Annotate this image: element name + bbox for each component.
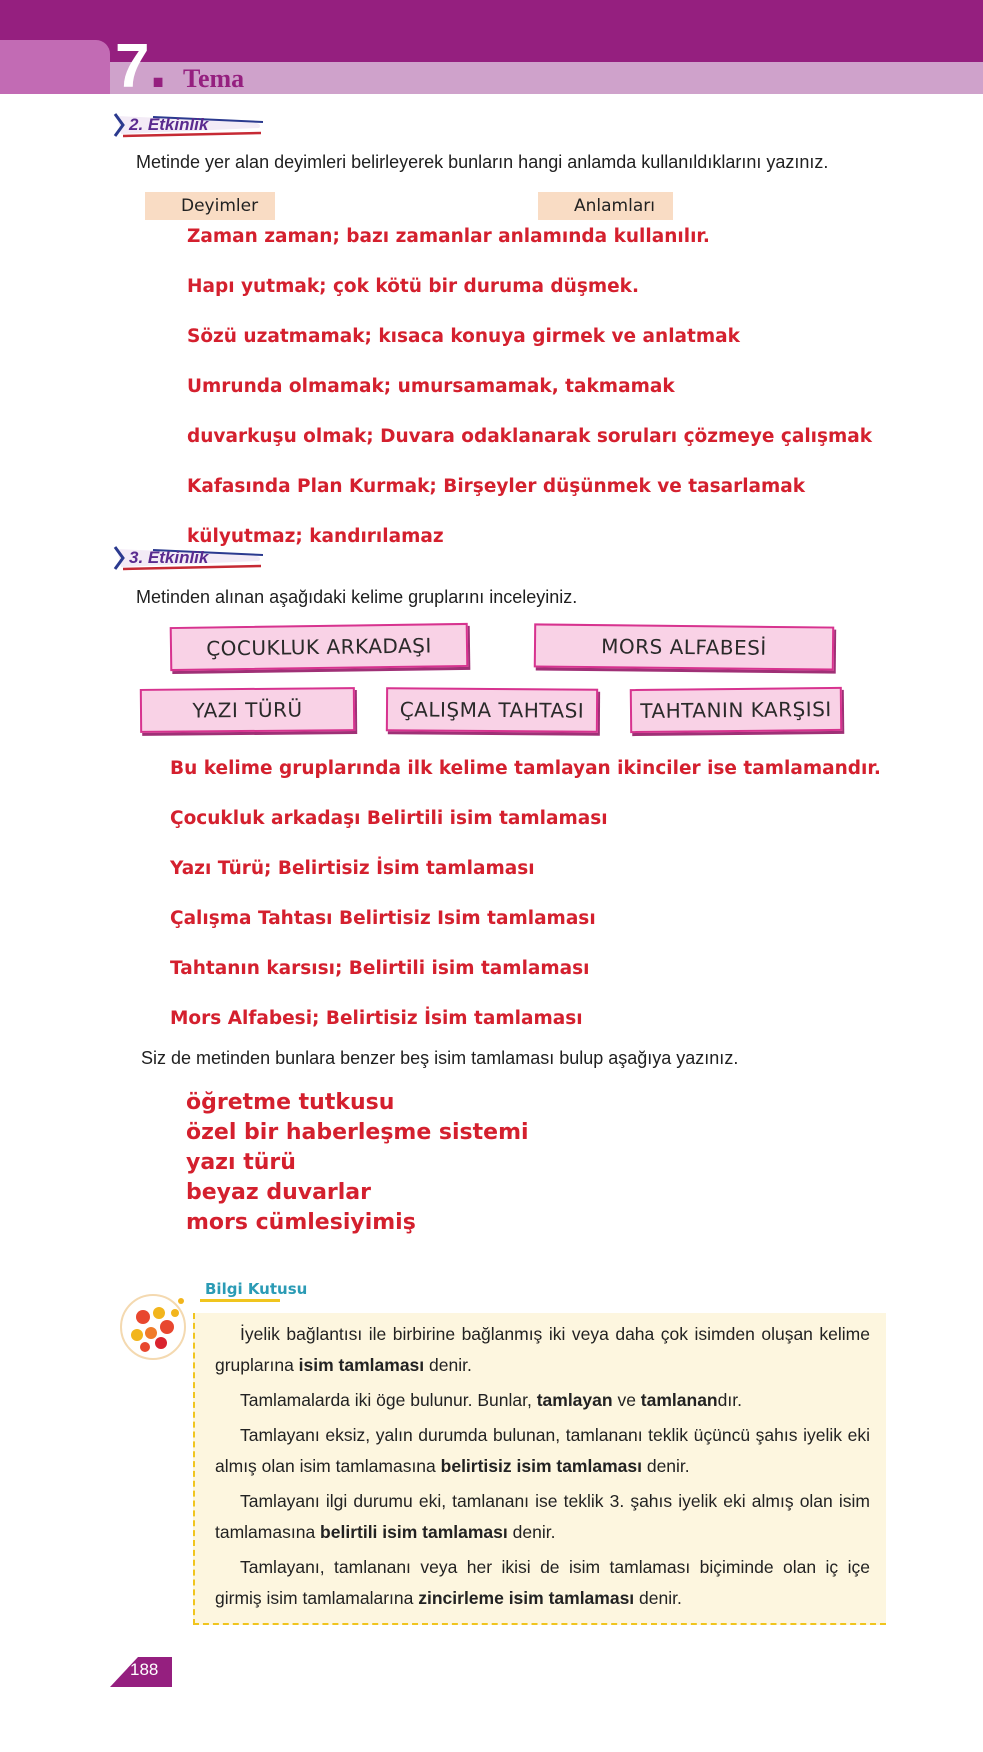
idiom-answer: Kafasında Plan Kurmak; Birşeyler düşünmek ve tasarlamak [187,476,806,497]
info-paragraph: Tamlayanı eksiz, yalın durumda bulunan, tamlananı teklik üçüncü şahıs iyelik eki almış olan isim tamlamasına belirtisiz isim tamlaması denir. [215,1425,870,1476]
activity-2-instruction: Metinde yer alan deyimleri belirleyerek bunların hangi anlamda kullanıldıklarını yazınız. [136,152,829,172]
header-tab [0,40,110,94]
idiom-answer: duvarkuşu olmak; Duvara odaklanarak soruları çözmeye çalışmak [187,426,873,447]
info-paragraph: Tamlamalarda iki öge bulunur. Bunlar, tamlayan ve tamlanandır. [240,1390,742,1410]
column-header-deyimler: Deyimler [145,192,275,220]
example-item: özel bir haberleşme sistemi [186,1120,529,1145]
tamlama-answer: Yazı Türü; Belirtisiz İsim tamlaması [170,858,535,879]
activity-3-instruction: Metinden alınan aşağıdaki kelime gruplarını inceleyiniz. [136,587,578,607]
page-number: 188 [130,1660,159,1679]
word-group-box: ÇOCUKLUK ARKADAŞI [170,623,469,671]
activity-3-label: 3. Etkinlik [113,545,263,571]
example-item: mors cümlesiyimiş [186,1210,416,1235]
tamlama-answer: Çocukluk arkadaşı Belirtili isim tamlaması [170,808,608,829]
word-group-box: ÇALIŞMA TAHTASI [386,687,598,732]
idiom-answer: Hapı yutmak; çok kötü bir duruma düşmek. [187,276,639,297]
idiom-answer: külyutmaz; kandırılamaz [187,526,444,547]
example-item: yazı türü [186,1150,296,1175]
idiom-answer: Sözü uzatmamak; kısaca konuya girmek ve anlatmak [187,326,740,347]
activity-3-instruction-2: Siz de metinden bunlara benzer beş isim tamlaması bulup aşağıya yazınız. [141,1048,739,1068]
tamlama-answer: Mors Alfabesi; Belirtisiz İsim tamlaması [170,1008,583,1029]
word-group-box: MORS ALFABESİ [534,623,834,670]
info-box-title: Bilgi Kutusu [205,1280,308,1298]
column-header-anlamlari: Anlamları [538,192,673,220]
tamlama-answer: Tahtanın karsısı; Belirtili isim tamlaması [170,958,590,979]
theme-title: Tema [183,64,245,93]
idiom-answer: Umrunda olmamak; umursamamak, takmamak [187,376,675,397]
word-group-box: TAHTANIN KARŞISI [630,687,842,733]
tamlama-answer: Bu kelime gruplarında ilk kelime tamlayan ikinciler ise tamlamandır. [170,758,881,779]
info-title-underline [200,1299,280,1302]
tamlama-answer: Çalışma Tahtası Belirtisiz Isim tamlaması [170,908,596,929]
lightbulb-icon [115,1283,195,1363]
info-paragraph: Tamlayanı, tamlananı veya her ikisi de isim tamlaması biçiminde olan iç içe girmiş isim tamlamalarına zincirleme isim tamlaması denir. [215,1557,870,1608]
example-item: beyaz duvarlar [186,1180,372,1205]
info-box [193,1313,886,1625]
theme-number: 7. [115,32,167,101]
activity-2-label: 2. Etkinlik [113,112,263,138]
info-paragraph: Tamlayanı ilgi durumu eki, tamlananı ise teklik 3. şahıs iyelik eki almış olan isim tamlamasına belirtili isim tamlaması denir. [215,1491,870,1542]
example-item: öğretme tutkusu [186,1090,395,1115]
idiom-answer: Zaman zaman; bazı zamanlar anlamında kullanılır. [187,226,710,247]
example-list [186,1088,529,1238]
info-paragraph: İyelik bağlantısı ile birbirine bağlanmış iki veya daha çok isimden oluşan kelime gruplarına isim tamlaması denir. [215,1324,870,1375]
word-group-box: YAZI TÜRÜ [140,687,355,733]
